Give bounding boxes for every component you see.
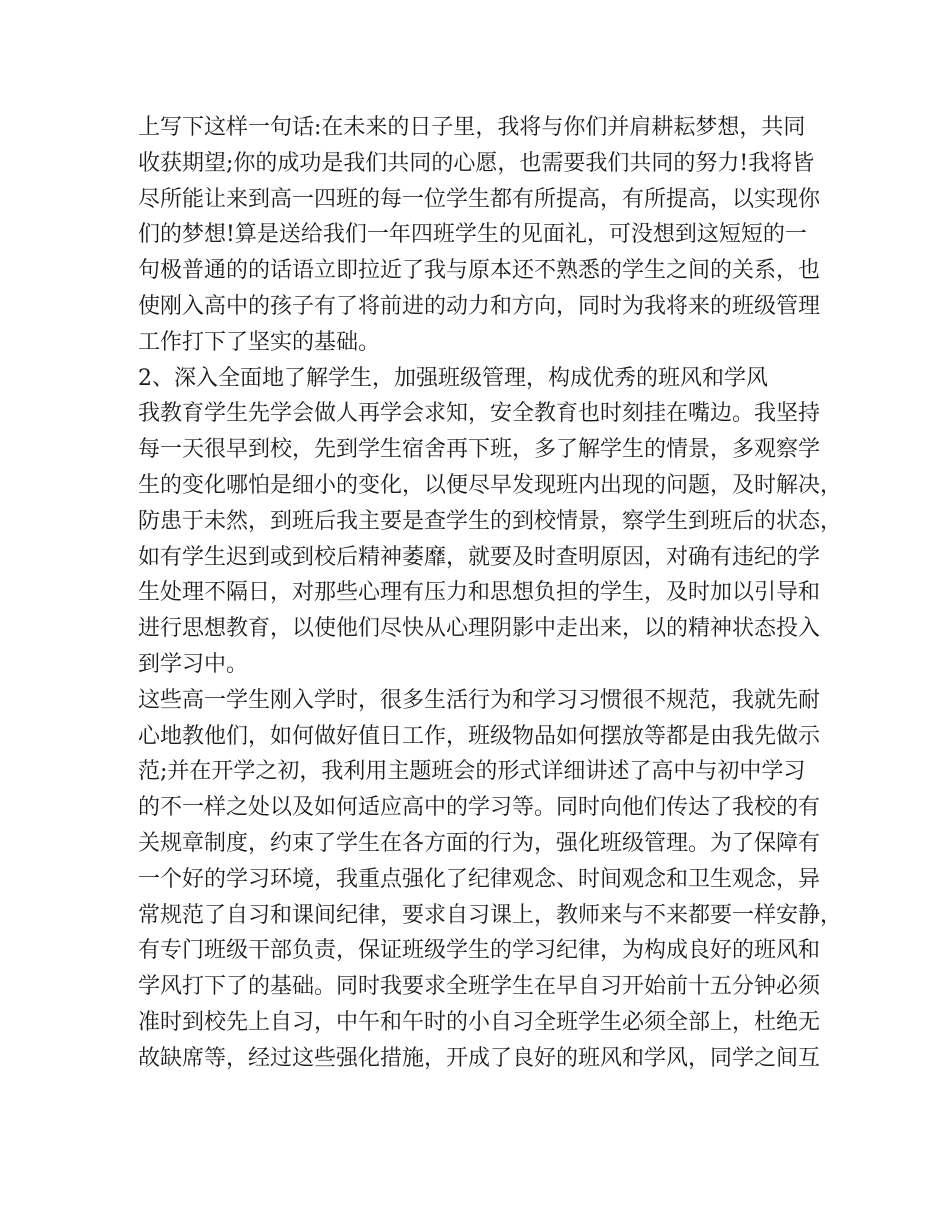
text-line: 我教育学生先学会做人再学会求知，安全教育也时刻挂在嘴边。我坚持 bbox=[138, 401, 821, 427]
text-line: 的不一样之处以及如何适应高中的学习等。同时向他们传达了我校的有 bbox=[138, 795, 821, 821]
text-line: 句极普通的的话语立即拉近了我与原本还不熟悉的学生之间的关系，也 bbox=[138, 258, 821, 284]
text-line: 生的变化哪怕是细小的变化，以便尽早发现班内出现的问题，及时解决， bbox=[138, 472, 843, 498]
text-line: 生处理不隔日，对那些心理有压力和思想负担的学生，及时加以引导和 bbox=[138, 580, 821, 606]
text-line: 们的梦想!算是送给我们一年四班学生的见面礼，可没想到这短短的一 bbox=[138, 222, 807, 248]
text-line: 心地教他们，如何做好值日工作，班级物品如何摆放等都是由我先做示 bbox=[138, 723, 821, 749]
text-line: 这些高一学生刚入学时，很多生活行为和学习习惯很不规范，我就先耐 bbox=[138, 687, 821, 713]
text-line: 如有学生迟到或到校后精神萎靡，就要及时查明原因，对确有违纪的学 bbox=[138, 544, 821, 570]
text-line: 故缺席等，经过这些强化措施，开成了良好的班风和学风，同学之间互 bbox=[138, 1045, 821, 1071]
section-heading: 2、深入全面地了解学生，加强班级管理，构成优秀的班风和学风 bbox=[138, 365, 768, 391]
text-line: 一个好的学习环境，我重点强化了纪律观念、时间观念和卫生观念，异 bbox=[138, 866, 821, 892]
body-text bbox=[138, 110, 843, 1077]
text-line: 准时到校先上自习，中午和午时的小自习全班学生必须全部上，杜绝无 bbox=[138, 1009, 821, 1035]
text-line: 关规章制度，约束了学生在各方面的行为，强化班级管理。为了保障有 bbox=[138, 830, 821, 856]
text-line: 范;并在开学之初，我利用主题班会的形式详细讲述了高中与初中学习 bbox=[138, 759, 806, 785]
text-line: 尽所能让来到高一四班的每一位学生都有所提高，有所提高，以实现你 bbox=[138, 186, 821, 212]
text-line: 防患于未然，到班后我主要是查学生的到校情景，察学生到班后的状态， bbox=[138, 508, 843, 534]
text-line: 进行思想教育，以使他们尽快从心理阴影中走出来，以的精神状态投入 bbox=[138, 616, 821, 642]
text-line: 收获期望;你的成功是我们共同的心愿，也需要我们共同的努力!我将皆 bbox=[138, 150, 815, 176]
text-line: 使刚入高中的孩子有了将前进的动力和方向，同时为我将来的班级管理 bbox=[138, 293, 821, 319]
text-line: 学风打下了的基础。同时我要求全班学生在早自习开始前十五分钟必须 bbox=[138, 974, 821, 1000]
text-line: 上写下这样一句话:在未来的日子里，我将与你们并肩耕耘梦想，共同 bbox=[138, 115, 806, 140]
text-line: 工作打下了坚实的基础。 bbox=[138, 329, 381, 355]
text-line: 到学习中。 bbox=[138, 651, 249, 677]
text-line: 常规范了自习和课间纪律，要求自习课上，教师来与不来都要一样安静， bbox=[138, 902, 843, 928]
text-line: 有专门班级干部负责，保证班级学生的学习纪律，为构成良好的班风和 bbox=[138, 938, 821, 964]
text-line: 每一天很早到校，先到学生宿舍再下班，多了解学生的情景，多观察学 bbox=[138, 437, 821, 463]
